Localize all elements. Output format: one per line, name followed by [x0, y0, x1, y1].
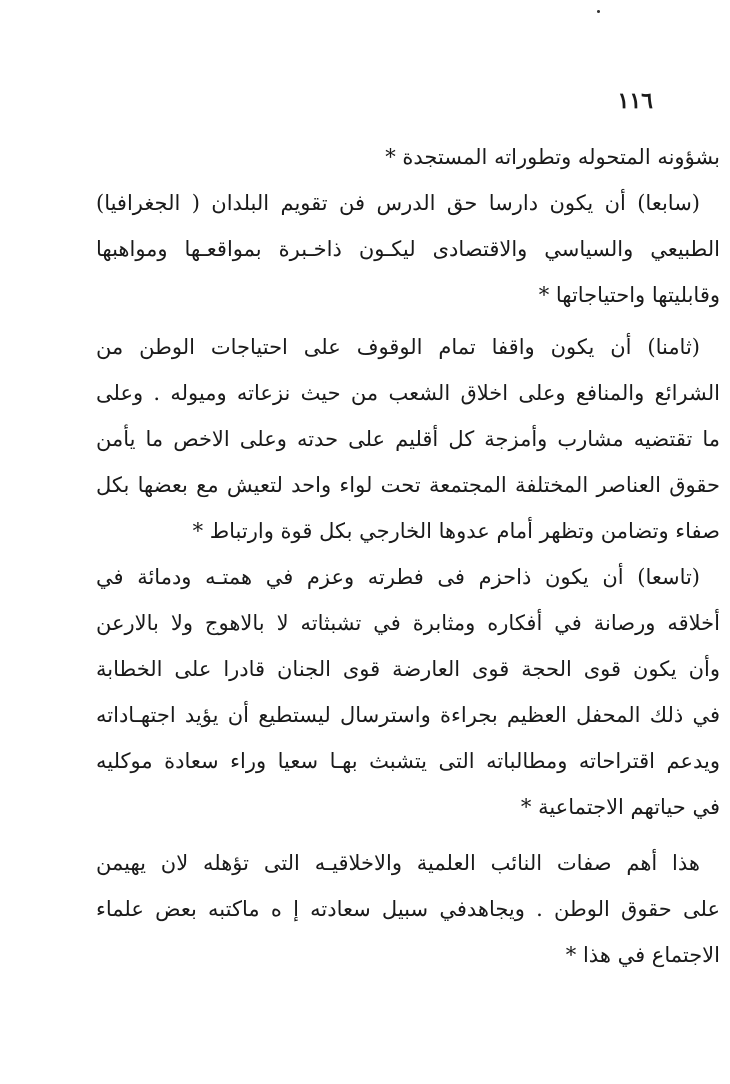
- text-line: أخلاقه ورصانة في أفكاره ومثابرة في تشبثاته لا بالاهوج ولا بالارعن: [96, 611, 720, 635]
- text-line: في حياتهم الاجتماعية *: [520, 795, 720, 819]
- body-text: [96, 134, 720, 978]
- text-line: الطبيعي والسياسي والاقتصادى ليكـون ذاخـبرة بمواقعـها ومواهبها: [96, 237, 720, 261]
- text-line: (تاسعا) أن يكون ذاحزم فى فطرته وعزم في همتـه ودمائة في: [96, 565, 700, 589]
- text-line: حقوق العناصر المختلفة المجتمعة تحت لواء واحد لتعيش مع بعضها بكل: [96, 473, 720, 497]
- text-line: وأن يكون قوى الحجة قوى العارضة قوى الجنان قادرا على الخطابة: [96, 657, 720, 681]
- text-line: ما تقتضيه مشارب وأمزجة كل أقليم على حدته وعلى الاخص ما يأمن: [96, 427, 720, 451]
- ink-speck: [597, 10, 600, 13]
- text-line: (ثامنا) أن يكون واقفا تمام الوقوف على احتياجات الوطن من: [96, 335, 700, 359]
- text-line: (سابعا) أن يكون دارسا حق الدرس فن تقويم البلدان ( الجغرافيا): [96, 191, 700, 215]
- text-line: على حقوق الوطن . ويجاهدفي سبيل سعادته إ ه ماكتبه بعض علماء: [96, 897, 720, 921]
- page-number: ١١٦: [617, 88, 653, 114]
- text-line: الشرائع والمنافع وعلى اخلاق الشعب من حيث نزعاته وميوله . وعلى: [96, 381, 720, 405]
- text-line: بشؤونه المتحوله وتطوراته المستجدة *: [385, 145, 720, 169]
- text-line: هذا أهم صفات النائب العلمية والاخلاقيـه التى تؤهله لان يهيمن: [96, 851, 700, 875]
- text-line: في ذلك المحفل العظيم بجراءة واسترسال ليستطيع أن يؤيد اجتهـاداته: [96, 703, 720, 727]
- text-line: وقابليتها واحتياجاتها *: [538, 283, 720, 307]
- text-line: الاجتماع في هذا *: [565, 943, 720, 967]
- text-line: ويدعم اقتراحاته ومطالباته التى يتشبث بهـا سعيا وراء سعادة موكليه: [96, 749, 720, 773]
- text-line: صفاء وتضامن وتظهر أمام عدوها الخارجي بكل قوة وارتباط *: [192, 519, 720, 543]
